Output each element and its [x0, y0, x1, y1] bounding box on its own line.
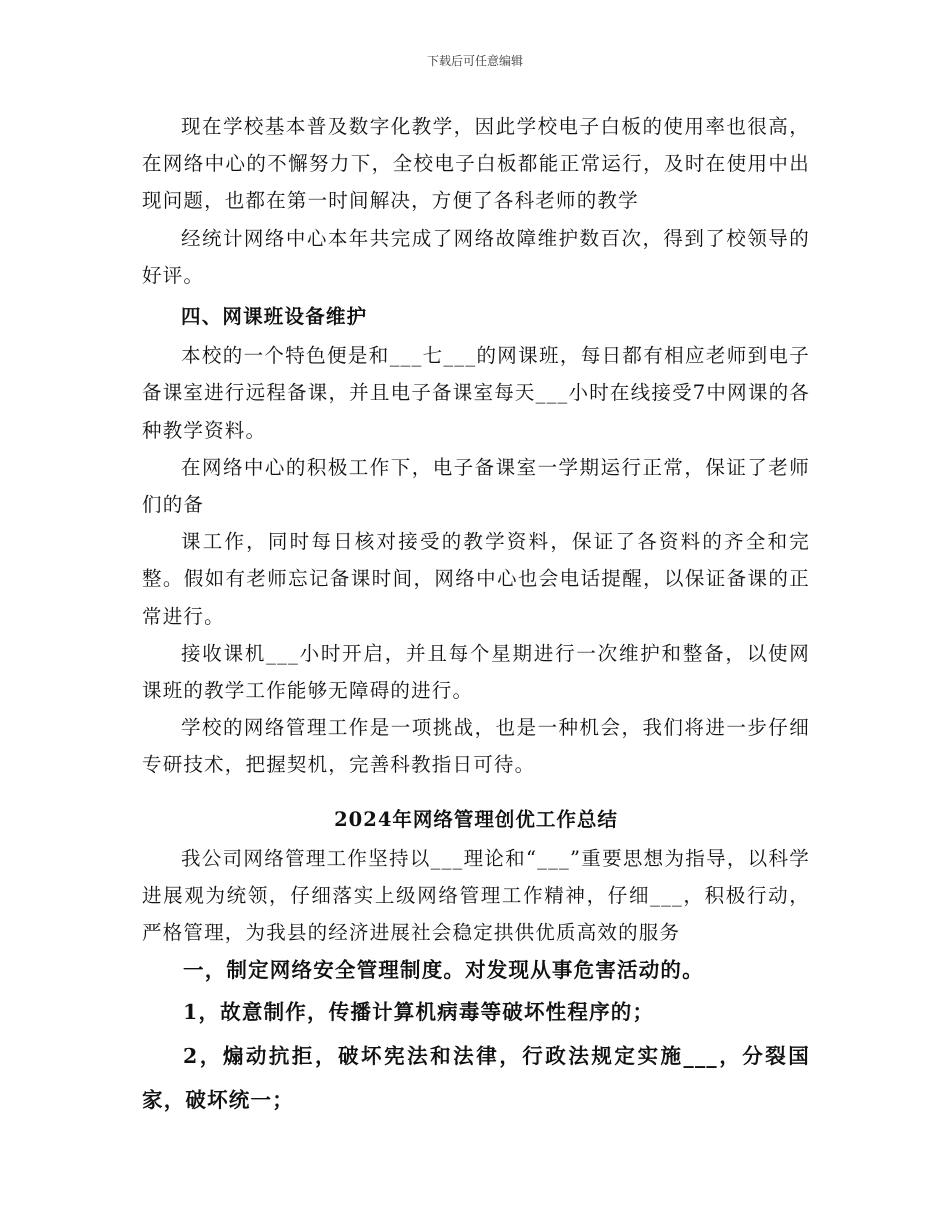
paragraph-prep-work: 课工作，同时每日核对接受的教学资料，保证了各资料的齐全和完整。假如有老师忘记备课时间，网络中心也会电话提醒，以保证备课的正常进行。 — [142, 530, 810, 628]
paragraph-receiver: 接收课机___小时开启，并且每个星期进行一次维护和整备，以使网课班的教学工作能够无障碍的进行。 — [142, 641, 810, 703]
paragraph-intro: 我公司网络管理工作坚持以___理论和“___”重要思想为指导，以科学进展观为统领，仔细落实上级网络管理工作精神，仔细___，积极行动，严格管理，为我县的经济进展社会稳定拱供优质高效的服务 — [142, 846, 810, 945]
page-header-note: 下载后可任意编辑 — [426, 54, 523, 68]
section-heading-1: 一，制定网络安全管理制度。对发现从事危害活动的。 — [183, 958, 704, 983]
list-item-1: 1，故意制作，传播计算机病毒等破坏性程序的； — [183, 999, 655, 1024]
paragraph-challenge: 学校的网络管理工作是一项挑战，也是一种机会，我们将进一步仔细专研技术，把握契机，完善科教指日可待。 — [142, 716, 810, 777]
document-title: 2024年网络管理创优工作总结 — [334, 807, 618, 831]
paragraph-statistics: 经统计网络中心本年共完成了网络故障维护数百次，得到了校领导的好评。 — [142, 226, 810, 287]
document-body — [142, 108, 810, 1122]
paragraph-whiteboard: 现在学校基本普及数字化教学，因此学校电子白板的使用率也很高，在网络中心的不懈努力下，全校电子白板都能正常运行，及时在使用中出现问题，也都在第一时间解决，方便了各科老师的教学 — [142, 115, 810, 213]
section-heading-4: 四、网课班设备维护 — [181, 305, 368, 329]
paragraph-online-class: 本校的一个特色便是和___七___的网课班，每日都有相应老师到电子备课室进行远程备课，并且电子备课室每天___小时在线接受7中网课的各种教学资料。 — [142, 344, 810, 442]
paragraph-prep-room: 在网络中心的积极工作下，电子备课室一学期运行正常，保证了老师们的备 — [142, 455, 810, 517]
list-item-2: 2，煽动抗拒，破坏宪法和法律，行政法规定实施___，分裂国家，破坏统一； — [142, 1043, 810, 1112]
